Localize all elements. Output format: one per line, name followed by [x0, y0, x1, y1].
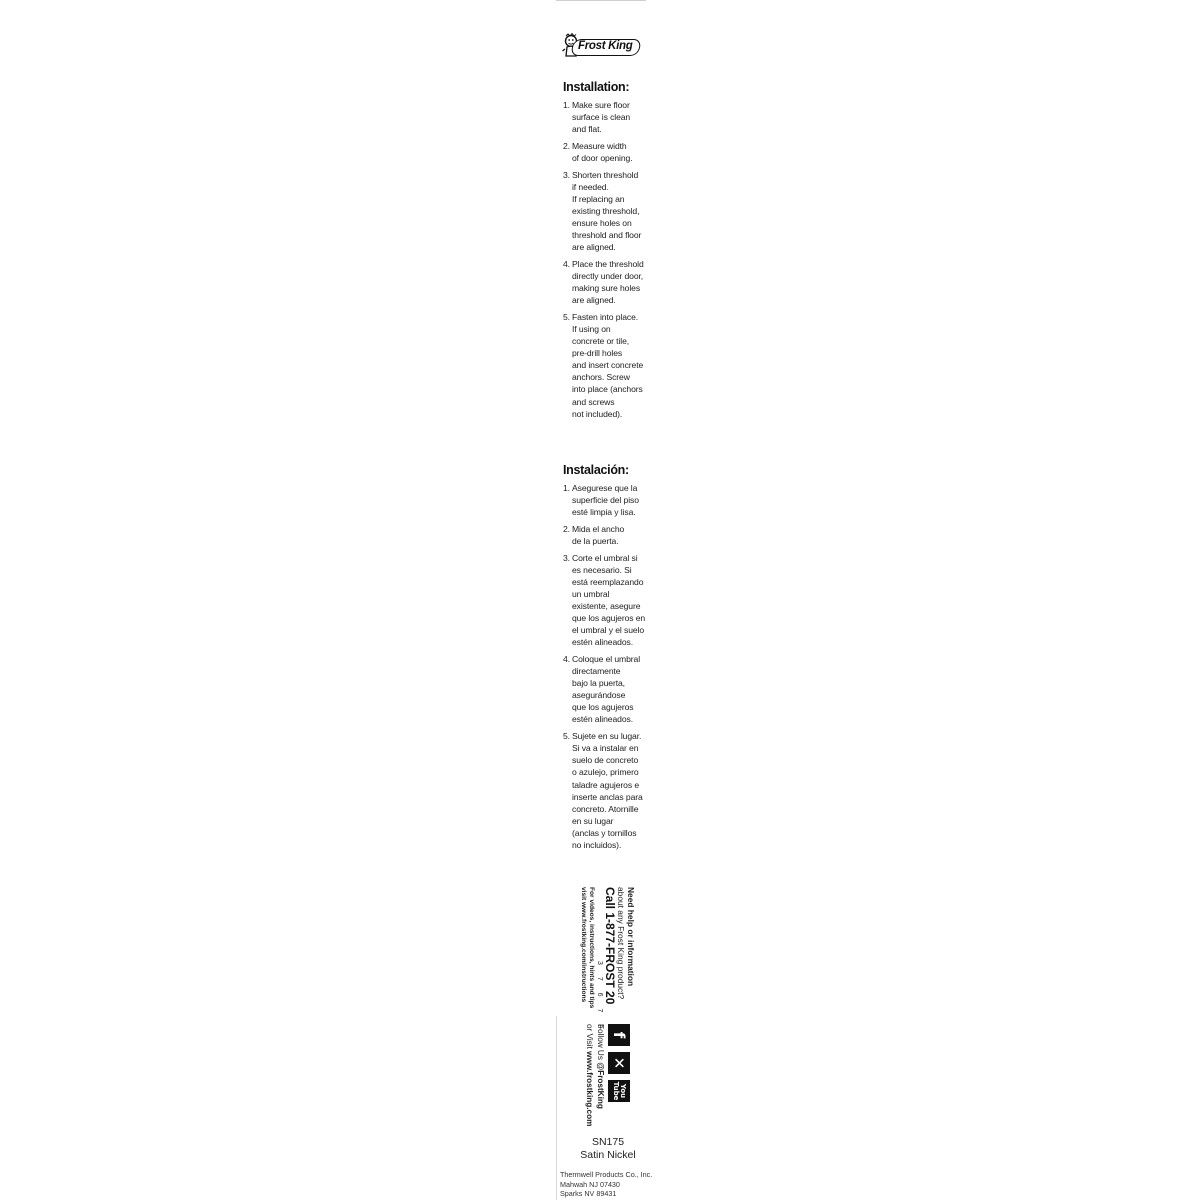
visit-prefix: or Visit	[585, 1024, 594, 1052]
visit-line	[584, 1024, 595, 1128]
step-text: Shorten threshold if needed. If replacing an existing threshold, ensure holes on threshold and floor are aligned.	[572, 169, 642, 253]
frost-king-logo	[562, 32, 640, 60]
product-finish: Satin Nickel	[580, 1148, 636, 1161]
step-text: Measure width of door opening.	[572, 140, 633, 163]
step-number: 3.	[563, 169, 570, 180]
step-number: 2.	[563, 140, 570, 151]
youtube-label: You Tube	[612, 1081, 627, 1101]
help-line-4: visit www.frostking.com/instructions	[580, 887, 587, 1003]
step-item	[563, 523, 647, 547]
company-name: Thermwell Products Co., Inc.	[560, 1170, 653, 1179]
step-item	[563, 169, 647, 254]
company-info	[560, 1170, 653, 1199]
installation-steps-es	[563, 482, 647, 856]
step-item	[563, 99, 647, 135]
step-text: Corte el umbral si es necesario. Si está reemplazando un umbral existente, asegure que los agujeros en el umbral y el suelo estén alineados.	[572, 552, 646, 648]
help-info-block	[572, 887, 636, 1034]
help-line-3: For videos, instructions, hints and tips	[588, 887, 595, 1009]
help-phone-digits: 3 7 6 7 8	[596, 961, 603, 1034]
step-item	[563, 730, 647, 851]
step-number: 5.	[563, 731, 570, 742]
step-number: 5.	[563, 311, 570, 322]
step-number: 1.	[563, 483, 570, 493]
visit-url[interactable]: www.frostking.com	[585, 1051, 594, 1127]
follow-handle[interactable]: @FrostKing	[596, 1062, 605, 1109]
step-text: Place the threshold directly under door, making sure holes are aligned.	[572, 258, 644, 306]
social-icons	[606, 1024, 630, 1128]
installation-title-en: Installation:	[563, 80, 630, 94]
step-number: 4.	[563, 654, 570, 664]
company-address-2: Sparks NV 89431	[560, 1189, 617, 1198]
step-text: Mida el ancho de la puerta.	[572, 523, 625, 546]
help-line-2: about any Frost King product?	[616, 887, 626, 1000]
product-code: SN175	[591, 1136, 625, 1148]
step-number: 1.	[563, 100, 570, 110]
step-item	[563, 552, 647, 649]
brand-name: Frost King	[578, 40, 633, 52]
step-item	[563, 140, 647, 164]
company-address-1: Mahwah NJ 07430	[560, 1179, 620, 1189]
step-item	[563, 482, 647, 518]
x-icon[interactable]: ✕	[608, 1052, 630, 1074]
top-edge-line	[556, 0, 646, 1]
facebook-icon[interactable]: f	[608, 1024, 630, 1046]
step-number: 3.	[563, 552, 570, 563]
social-block	[572, 1024, 630, 1128]
step-item	[563, 311, 647, 420]
help-line-1: Need help or information	[626, 887, 636, 987]
step-text: Sujete en su lugar. Si va a instalar en suelo de concreto o azulejo, primero taladre agujeros e inserte anclas para concreto. Atornille en su lugar (anclas y tornillos no incluidos).	[572, 731, 643, 850]
step-number: 2.	[563, 523, 570, 534]
step-text: Asegurese que la superficie del piso esté limpia y lisa.	[572, 483, 639, 518]
follow-line	[595, 1024, 606, 1128]
left-edge-line	[556, 1016, 557, 1200]
step-text: Fasten into place. If using on concrete or tile, pre-drill holes and insert concrete anchors. Screw into place (anchors and screws not included).	[572, 311, 644, 419]
step-number: 4.	[563, 258, 570, 269]
step-text: Coloque el umbral directamente bajo la puerta, asegurándose que los agujeros estén alineados.	[572, 654, 641, 725]
installation-steps-en	[563, 99, 647, 424]
follow-prefix: Follow Us	[596, 1024, 605, 1063]
product-info	[556, 1136, 660, 1161]
help-phone: Call 1-877-FROST 20	[603, 887, 617, 1005]
step-text: Make sure floor surface is clean and flat.	[572, 100, 631, 135]
youtube-icon[interactable]	[608, 1080, 630, 1102]
step-item	[563, 653, 647, 726]
installation-title-es: Instalación:	[563, 463, 629, 477]
step-item	[563, 258, 647, 306]
